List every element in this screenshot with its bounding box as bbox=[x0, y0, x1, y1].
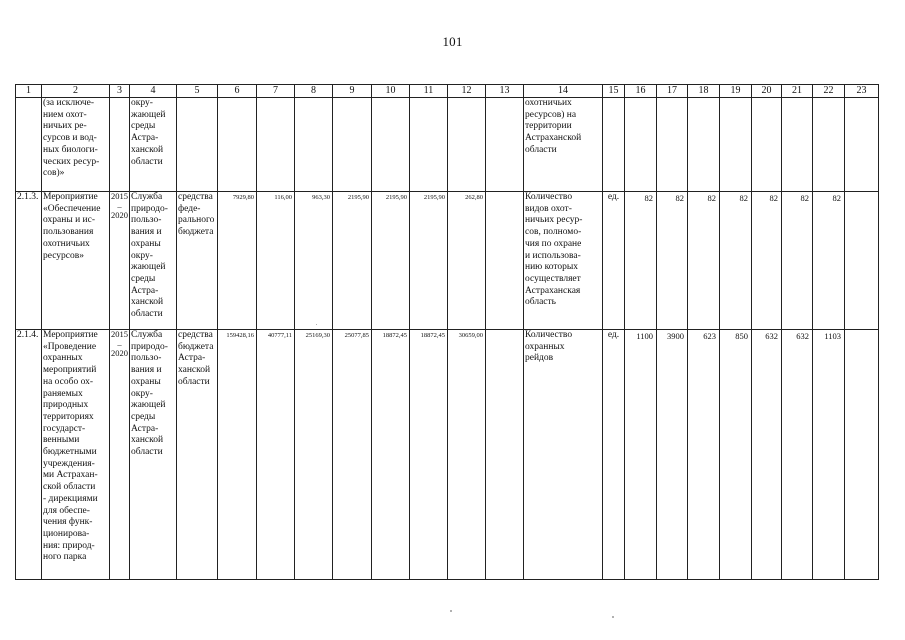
indicator-name-text: Количество видов охот- ничьих ресур- сов, полномо- чия по охране и использова- нию которых осуществляет Астраханская область bbox=[525, 192, 583, 308]
scan-speck bbox=[450, 610, 452, 612]
indicator-value bbox=[688, 98, 720, 192]
amount-cell: 159428,16 bbox=[218, 330, 257, 580]
funding-source-text: средства феде- рального бюджета bbox=[178, 192, 215, 238]
column-number: 17 bbox=[657, 85, 688, 98]
indicator-value: 632 bbox=[752, 330, 782, 580]
column-number: 6 bbox=[218, 85, 257, 98]
indicator-value: 82 bbox=[813, 192, 845, 330]
activity-period bbox=[110, 192, 130, 330]
column-number: 15 bbox=[603, 85, 625, 98]
indicator-unit: ед. bbox=[603, 192, 625, 330]
indicator-value bbox=[845, 192, 879, 330]
table-row bbox=[16, 330, 879, 580]
activity-executor-text: окру- жающей среды Астра- ханской области bbox=[131, 98, 166, 167]
indicator-name bbox=[524, 98, 603, 192]
indicator-value: 82 bbox=[657, 192, 688, 330]
indicator-value bbox=[720, 98, 752, 192]
amount-cell: 2195,90 bbox=[372, 192, 410, 330]
amount-cell: 963,30 bbox=[295, 192, 333, 330]
amount-cell bbox=[295, 98, 333, 192]
column-number: 3 bbox=[110, 85, 130, 98]
indicator-name bbox=[524, 330, 603, 580]
amount-cell bbox=[218, 98, 257, 192]
activity-name-text: Мероприятие «Проведение охранных мероприятий на особо ох- раняемых природных территориях государст- венными бюджетными учреждения- ми Астрахан- ской области - дирекциями для обеспе- чения функ- ционирова- ния: природ- ного парка bbox=[43, 330, 98, 563]
column-number: 23 bbox=[845, 85, 879, 98]
activity-name bbox=[42, 330, 110, 580]
activity-name-text: (за исключе- нием охот- ничьих ре- сурсов и вод- ных биологи- ческих ресур- сов)» bbox=[43, 98, 100, 179]
activity-name-text: Мероприятие «Обеспечение охраны и ис- пользования охотничьих ресурсов» bbox=[43, 192, 101, 261]
indicator-value bbox=[782, 98, 813, 192]
column-number: 22 bbox=[813, 85, 845, 98]
column-number: 19 bbox=[720, 85, 752, 98]
amount-cell bbox=[410, 98, 448, 192]
column-number: 18 bbox=[688, 85, 720, 98]
empty-cell bbox=[486, 330, 524, 580]
program-activities-table bbox=[15, 84, 879, 580]
activity-period-text: 2015 – 2020 bbox=[111, 329, 128, 358]
column-number: 8 bbox=[295, 85, 333, 98]
amount-cell: 262,80 bbox=[448, 192, 486, 330]
amount-cell: 30659,00 bbox=[448, 330, 486, 580]
indicator-name-text: Количество охранных рейдов bbox=[525, 330, 573, 364]
indicator-value bbox=[845, 98, 879, 192]
activity-executor bbox=[130, 98, 177, 192]
column-number: 10 bbox=[372, 85, 410, 98]
amount-cell: 25169,30 bbox=[295, 330, 333, 580]
activity-executor-text: Служба природо- пользо- вания и охраны окру- жающей среды Астра- ханской области bbox=[131, 192, 168, 320]
indicator-value: 1100 bbox=[625, 330, 657, 580]
scan-speck bbox=[316, 324, 317, 325]
column-number: 4 bbox=[130, 85, 177, 98]
activity-code: 2.1.4. bbox=[16, 330, 42, 580]
funding-source bbox=[177, 98, 218, 192]
amount-cell: 116,00 bbox=[257, 192, 295, 330]
indicator-value: 82 bbox=[625, 192, 657, 330]
indicator-value bbox=[813, 98, 845, 192]
column-number: 14 bbox=[524, 85, 603, 98]
indicator-value: 82 bbox=[782, 192, 813, 330]
activity-executor bbox=[130, 192, 177, 330]
column-number: 21 bbox=[782, 85, 813, 98]
activity-name bbox=[42, 98, 110, 192]
amount-cell bbox=[257, 98, 295, 192]
empty-cell bbox=[486, 98, 524, 192]
funding-source-text: средства бюджета Астра- ханской области bbox=[178, 330, 214, 387]
activity-executor-text: Служба природо- пользо- вания и охраны окру- жающей среды Астра- ханской области bbox=[131, 330, 168, 458]
indicator-name bbox=[524, 192, 603, 330]
indicator-value bbox=[845, 330, 879, 580]
scan-speck bbox=[612, 616, 614, 618]
activity-code: 2.1.3. bbox=[16, 192, 42, 330]
indicator-value: 82 bbox=[688, 192, 720, 330]
column-number: 16 bbox=[625, 85, 657, 98]
column-number: 11 bbox=[410, 85, 448, 98]
column-number: 5 bbox=[177, 85, 218, 98]
indicator-value: 3900 bbox=[657, 330, 688, 580]
table-row bbox=[16, 98, 879, 192]
activity-period-text: 2015 – 2020 bbox=[111, 191, 128, 220]
amount-cell bbox=[333, 98, 372, 192]
funding-source bbox=[177, 192, 218, 330]
indicator-unit: ед. bbox=[603, 330, 625, 580]
amount-cell: 7929,80 bbox=[218, 192, 257, 330]
amount-cell: 18872,45 bbox=[410, 330, 448, 580]
column-number: 2 bbox=[42, 85, 110, 98]
activity-code bbox=[16, 98, 42, 192]
column-number: 7 bbox=[257, 85, 295, 98]
activity-executor bbox=[130, 330, 177, 580]
activity-name bbox=[42, 192, 110, 330]
amount-cell: 18872,45 bbox=[372, 330, 410, 580]
page-number: 101 bbox=[442, 34, 463, 49]
empty-cell bbox=[486, 192, 524, 330]
column-number: 9 bbox=[333, 85, 372, 98]
indicator-value: 850 bbox=[720, 330, 752, 580]
indicator-value: 82 bbox=[720, 192, 752, 330]
amount-cell bbox=[448, 98, 486, 192]
column-number: 20 bbox=[752, 85, 782, 98]
column-number: 1 bbox=[16, 85, 42, 98]
column-number: 13 bbox=[486, 85, 524, 98]
amount-cell: 2195,90 bbox=[333, 192, 372, 330]
amount-cell: 25077,85 bbox=[333, 330, 372, 580]
indicator-value bbox=[752, 98, 782, 192]
indicator-value: 623 bbox=[688, 330, 720, 580]
funding-source bbox=[177, 330, 218, 580]
indicator-value bbox=[657, 98, 688, 192]
activity-period bbox=[110, 98, 130, 192]
indicator-value bbox=[625, 98, 657, 192]
indicator-value: 1103 bbox=[813, 330, 845, 580]
table-row bbox=[16, 192, 879, 330]
indicator-value: 632 bbox=[782, 330, 813, 580]
amount-cell: 40777,11 bbox=[257, 330, 295, 580]
amount-cell bbox=[372, 98, 410, 192]
amount-cell: 2195,90 bbox=[410, 192, 448, 330]
column-number-row bbox=[16, 85, 879, 98]
indicator-name-text: охотничьих ресурсов) на территории Астраханской области bbox=[525, 98, 582, 155]
activity-period bbox=[110, 330, 130, 580]
indicator-unit bbox=[603, 98, 625, 192]
indicator-value: 82 bbox=[752, 192, 782, 330]
column-number: 12 bbox=[448, 85, 486, 98]
